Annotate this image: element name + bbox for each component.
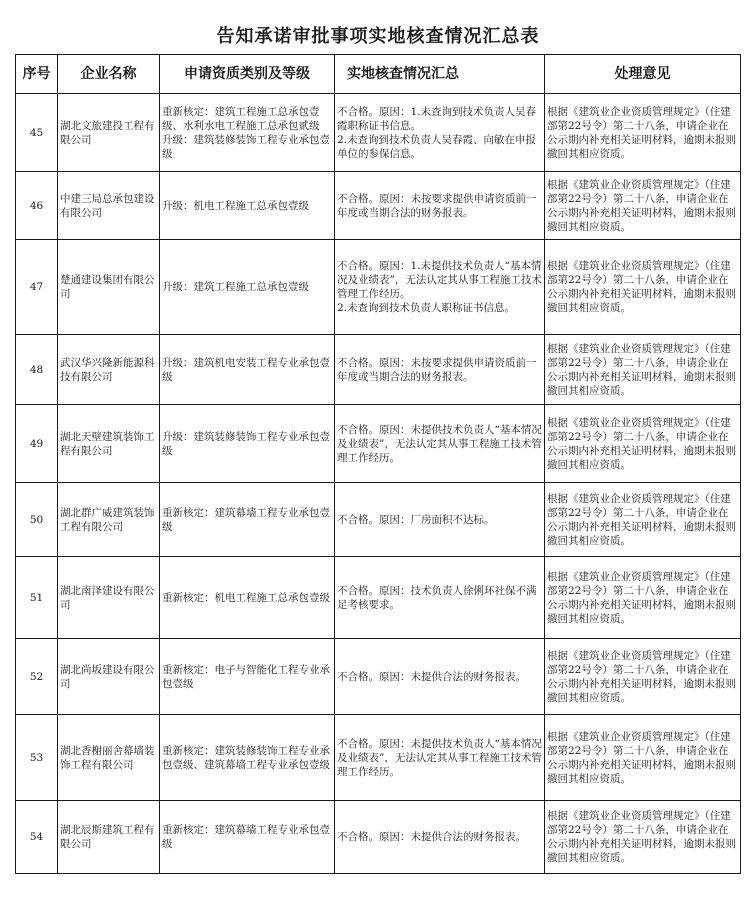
opinion-cell: 根据《建筑业企业资质管理规定》（住建部第22号令）第二十八条，申请企业在公示期内补充相关证明材料，逾期未报则撤回其相应资质。 — [545, 405, 741, 483]
company-name: 湖北群广威建筑装饰工程有限公司 — [58, 483, 160, 557]
opinion-cell: 根据《建筑业企业资质管理规定》（住建部第22号令）第二十八条，申请企业在公示期内补充相关证明材料，逾期未报则撤回其相应资质。 — [545, 94, 741, 172]
table-row — [16, 240, 741, 335]
table-row — [16, 94, 741, 172]
table-row — [16, 639, 741, 715]
opinion-cell: 根据《建筑业企业资质管理规定》（住建部第22号令）第二十八条，申请企业在公示期内补充相关证明材料，逾期未报则撤回其相应资质。 — [545, 172, 741, 240]
company-name: 湖北南泽建设有限公司 — [58, 557, 160, 639]
qualification-cell: 升级：建筑机电安装工程专业承包壹级 — [160, 335, 335, 405]
header-finding: 实地核查情况汇总 — [335, 55, 545, 94]
finding-cell: 不合格。原因：1.未提供技术负责人“基本情况及业绩表”，无法认定其从事工程施工技术管理工作经历。 2.未查询到技术负责人职称证书信息。 — [335, 240, 545, 335]
finding-cell: 不合格。原因：未提供合法的财务报表。 — [335, 801, 545, 874]
qualification-cell: 重新核定：建筑装修装饰工程专业承包壹级、建筑幕墙工程专业承包壹级 — [160, 715, 335, 801]
table-row — [16, 172, 741, 240]
row-number: 49 — [16, 405, 58, 483]
qualification-cell: 重新核定：建筑幕墙工程专业承包壹级 — [160, 483, 335, 557]
table-row — [16, 715, 741, 801]
opinion-cell: 根据《建筑业企业资质管理规定》（住建部第22号令）第二十八条，申请企业在公示期内补充相关证明材料，逾期未报则撤回其相应资质。 — [545, 639, 741, 715]
qualification-cell: 升级：建筑装修装饰工程专业承包壹级 — [160, 405, 335, 483]
header-no: 序号 — [16, 55, 58, 94]
table-row — [16, 557, 741, 639]
opinion-cell: 根据《建筑业企业资质管理规定》（住建部第22号令）第二十八条，申请企业在公示期内补充相关证明材料，逾期未报则撤回其相应资质。 — [545, 240, 741, 335]
header-opinion: 处理意见 — [545, 55, 741, 94]
row-number: 53 — [16, 715, 58, 801]
table-header-row — [16, 55, 741, 94]
finding-cell: 不合格。原因：技术负责人徐俐环社保不满足考核要求。 — [335, 557, 545, 639]
table-row — [16, 483, 741, 557]
company-name: 武汉华兴隆新能源科技有限公司 — [58, 335, 160, 405]
finding-cell: 不合格。原因：未提供合法的财务报表。 — [335, 639, 545, 715]
qualification-cell: 升级：机电工程施工总承包壹级 — [160, 172, 335, 240]
qualification-cell: 重新核定：建筑幕墙工程专业承包壹级 — [160, 801, 335, 874]
opinion-cell: 根据《建筑业企业资质管理规定》（住建部第22号令）第二十八条，申请企业在公示期内补充相关证明材料，逾期未报则撤回其相应资质。 — [545, 715, 741, 801]
opinion-cell: 根据《建筑业企业资质管理规定》（住建部第22号令）第二十八条，申请企业在公示期内补充相关证明材料，逾期未报则撤回其相应资质。 — [545, 801, 741, 874]
header-qualification: 申请资质类别及等级 — [160, 55, 335, 94]
qualification-cell: 重新核定：建筑工程施工总承包壹级、水利水电工程施工总承包贰级 升级：建筑装修装饰工程专业承包壹级 — [160, 94, 335, 172]
row-number: 47 — [16, 240, 58, 335]
table-row — [16, 405, 741, 483]
opinion-cell: 根据《建筑业企业资质管理规定》（住建部第22号令）第二十八条，申请企业在公示期内补充相关证明材料，逾期未报则撤回其相应资质。 — [545, 483, 741, 557]
row-number: 54 — [16, 801, 58, 874]
finding-cell: 不合格。原因：未提供技术负责人“基本情况及业绩表”，无法认定其从事工程施工技术管理工作经历。 — [335, 405, 545, 483]
company-name: 湖北香榭丽舍幕墙装饰工程有限公司 — [58, 715, 160, 801]
finding-cell: 不合格。原因：未按要求提供申请资质前一年度或当期合法的财务报表。 — [335, 172, 545, 240]
opinion-cell: 根据《建筑业企业资质管理规定》（住建部第22号令）第二十八条，申请企业在公示期内补充相关证明材料，逾期未报则撤回其相应资质。 — [545, 335, 741, 405]
company-name: 湖北文旅建投工程有限公司 — [58, 94, 160, 172]
company-name: 楚通建设集团有限公司 — [58, 240, 160, 335]
row-number: 52 — [16, 639, 58, 715]
table-row — [16, 335, 741, 405]
company-name: 湖北天壁建筑装饰工程有限公司 — [58, 405, 160, 483]
row-number: 46 — [16, 172, 58, 240]
finding-cell: 不合格。原因：厂房面积不达标。 — [335, 483, 545, 557]
opinion-cell: 根据《建筑业企业资质管理规定》（住建部第22号令）第二十八条，申请企业在公示期内补充相关证明材料，逾期未报则撤回其相应资质。 — [545, 557, 741, 639]
row-number: 48 — [16, 335, 58, 405]
company-name: 湖北辰斯建筑工程有限公司 — [58, 801, 160, 874]
company-name: 湖北尚坂建设有限公司 — [58, 639, 160, 715]
qualification-cell: 重新核定：机电工程施工总承包壹级 — [160, 557, 335, 639]
qualification-cell: 升级：建筑工程施工总承包壹级 — [160, 240, 335, 335]
company-name: 中建三局总承包建设有限公司 — [58, 172, 160, 240]
finding-cell: 不合格。原因：未提供技术负责人“基本情况及业绩表”，无法认定其从事工程施工技术管理工作经历。 — [335, 715, 545, 801]
finding-cell: 不合格。原因：1.未查询到技术负责人吴春霞职称证书信息。 2.未查询到技术负责人吴春霞、向敏在申报单位的参保信息。 — [335, 94, 545, 172]
summary-table — [15, 54, 741, 874]
finding-cell: 不合格。原因：未按要求提供申请资质前一年度或当期合法的财务报表。 — [335, 335, 545, 405]
qualification-cell: 重新核定：电子与智能化工程专业承包壹级 — [160, 639, 335, 715]
row-number: 50 — [16, 483, 58, 557]
header-company: 企业名称 — [58, 55, 160, 94]
row-number: 45 — [16, 94, 58, 172]
page-title: 告知承诺审批事项实地核查情况汇总表 — [216, 26, 540, 47]
row-number: 51 — [16, 557, 58, 639]
table-row — [16, 801, 741, 874]
